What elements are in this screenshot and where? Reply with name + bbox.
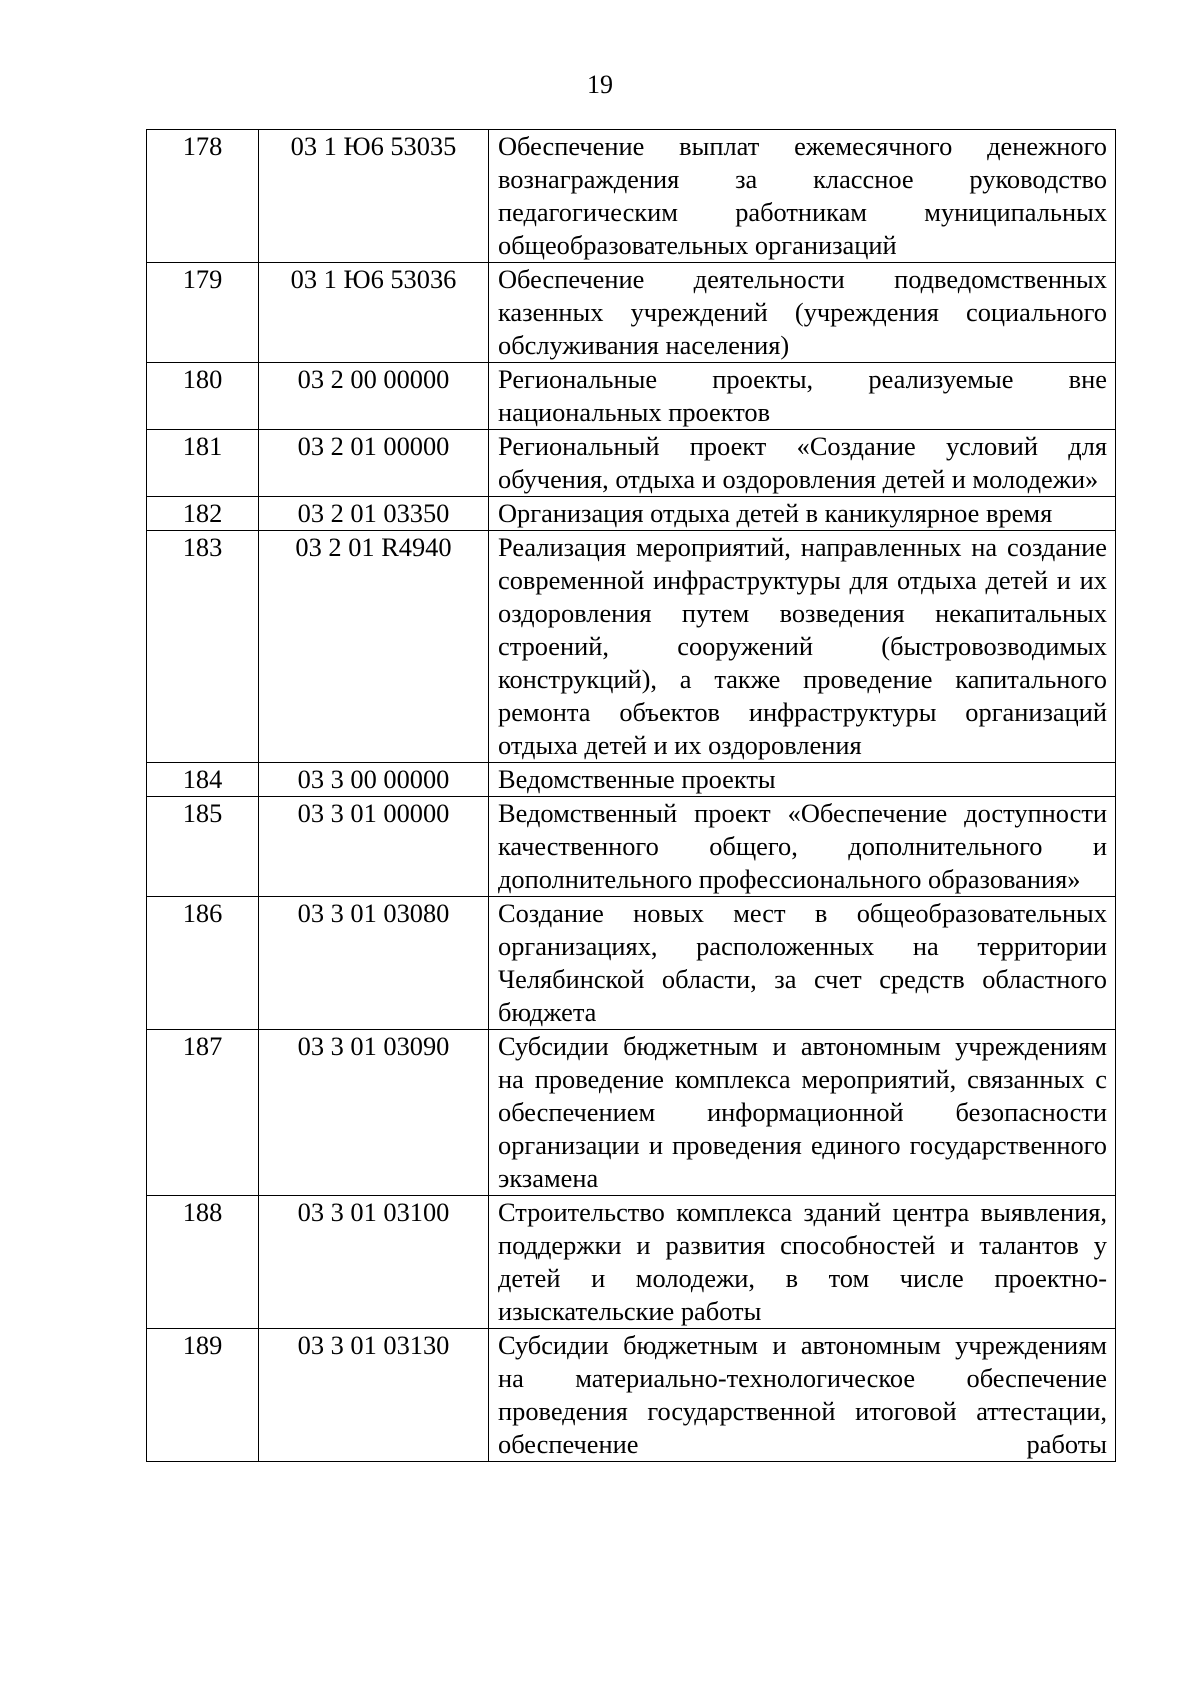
row-number-cell (147, 1030, 259, 1196)
budget-code: 03 3 00 00000 (297, 764, 450, 794)
budget-code: 03 2 01 03350 (297, 498, 450, 528)
table-row (147, 1196, 1116, 1329)
row-number-cell (147, 897, 259, 1030)
budget-code: 03 1 Ю6 53036 (290, 264, 457, 294)
budget-code-cell (259, 130, 489, 263)
row-number: 178 (182, 131, 223, 161)
description-cell: Региональный проект «Создание условий для обучения, отдыха и оздоровления детей и молодежи» (489, 430, 1116, 497)
row-number: 187 (182, 1031, 223, 1061)
row-number: 183 (182, 532, 223, 562)
table-row (147, 797, 1116, 897)
row-number-cell (147, 130, 259, 263)
budget-code: 03 1 Ю6 53035 (290, 131, 457, 161)
budget-code-cell (259, 1030, 489, 1196)
description-cell: Организация отдыха детей в каникулярное время (489, 497, 1116, 531)
table-row (147, 263, 1116, 363)
budget-code-cell (259, 363, 489, 430)
table-row (147, 897, 1116, 1030)
description-cell: Обеспечение выплат ежемесячного денежного вознаграждения за классное руководство педагогическим работникам муниципальных общеобразовательных организаций (489, 130, 1116, 263)
budget-code: 03 2 00 00000 (297, 364, 450, 394)
row-number: 185 (182, 798, 223, 828)
budget-code-cell (259, 797, 489, 897)
budget-code: 03 3 01 03100 (297, 1197, 450, 1227)
row-number-cell (147, 763, 259, 797)
budget-code: 03 3 01 03130 (297, 1330, 450, 1360)
row-number: 182 (182, 498, 223, 528)
row-number: 180 (182, 364, 223, 394)
row-number-cell (147, 1329, 259, 1462)
budget-code-cell (259, 263, 489, 363)
row-number-cell (147, 363, 259, 430)
budget-code: 03 2 01 R4940 (295, 532, 452, 562)
description-cell: Создание новых мест в общеобразовательных организациях, расположенных на территории Челябинской области, за счет средств областного бюджета (489, 897, 1116, 1030)
row-number-cell (147, 497, 259, 531)
description-cell: Строительство комплекса зданий центра выявления, поддержки и развития способностей и талантов у детей и молодежи, в том числе проектно-изыскательские работы (489, 1196, 1116, 1329)
table-row (147, 130, 1116, 263)
row-number: 189 (182, 1330, 223, 1360)
budget-code: 03 3 01 03090 (297, 1031, 450, 1061)
page-number: 19 (587, 70, 613, 99)
table-row (147, 1030, 1116, 1196)
budget-code-cell (259, 430, 489, 497)
table-row (147, 763, 1116, 797)
budget-code-cell (259, 1329, 489, 1462)
description-cell: Субсидии бюджетным и автономным учреждениям на проведение комплекса мероприятий, связанных с обеспечением информационной безопасности организации и проведения единого государственного экзамена (489, 1030, 1116, 1196)
row-number-cell (147, 1196, 259, 1329)
table-row (147, 497, 1116, 531)
row-number: 188 (182, 1197, 223, 1227)
budget-code: 03 2 01 00000 (297, 431, 450, 461)
row-number: 184 (182, 764, 223, 794)
description-cell: Ведомственный проект «Обеспечение доступности качественного общего, дополнительного и дополнительного профессионального образования» (489, 797, 1116, 897)
table-row (147, 1329, 1116, 1462)
description-cell: Реализация мероприятий, направленных на создание современной инфраструктуры для отдыха детей и их оздоровления путем возведения некапитальных строений, сооружений (быстровозводимых конструкций), а также проведение капитального ремонта объектов инфраструктуры организаций отдыха детей и их оздоровления (489, 531, 1116, 763)
budget-code-cell (259, 1196, 489, 1329)
row-number-cell (147, 797, 259, 897)
budget-code-cell (259, 531, 489, 763)
table-row (147, 430, 1116, 497)
row-number: 179 (182, 264, 223, 294)
budget-code-cell (259, 497, 489, 531)
budget-code-cell (259, 763, 489, 797)
row-number-cell (147, 531, 259, 763)
table-row (147, 363, 1116, 430)
description-cell: Ведомственные проекты (489, 763, 1116, 797)
row-number-cell (147, 430, 259, 497)
table-row (147, 531, 1116, 763)
row-number-cell (147, 263, 259, 363)
row-number: 181 (182, 431, 223, 461)
description-cell: Региональные проекты, реализуемые вне национальных проектов (489, 363, 1116, 430)
description-cell: Субсидии бюджетным и автономным учреждениям на материально-технологическое обеспечение проведения государственной итоговой аттестации, обеспечение работы (489, 1329, 1116, 1462)
budget-classification-table (146, 129, 1116, 1462)
description-cell: Обеспечение деятельности подведомственных казенных учреждений (учреждения социального обслуживания населения) (489, 263, 1116, 363)
budget-code: 03 3 01 03080 (297, 898, 450, 928)
row-number: 186 (182, 898, 223, 928)
budget-code: 03 3 01 00000 (297, 798, 450, 828)
budget-code-cell (259, 897, 489, 1030)
